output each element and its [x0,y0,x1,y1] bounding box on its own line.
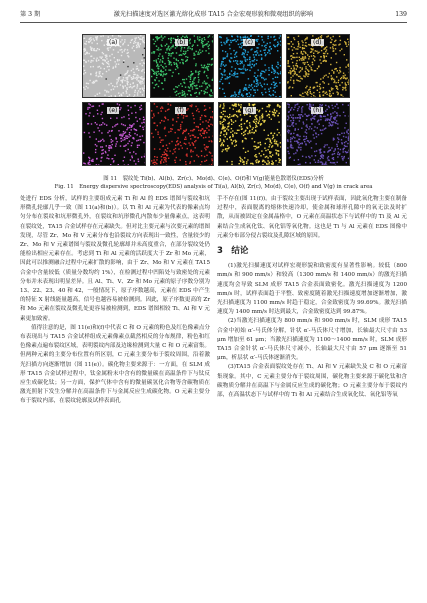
page-number: 139 [395,11,407,18]
caption-cn: 图 11 裂纹处 Ti(b)、Al(b)、Zr(c)、Mo(d)、C(e)、O(f)和 V(g)能量色散谱仪(EDS)分析 [103,176,324,182]
caption-en: Fig. 11 Energy dispersive spectroscopy(EDS) analysis of Ti(a), Al(b), Zr(c), Mo(d), C(e), O(f) and V(g) in crack area [54,184,373,190]
conclusion-1: (1)激光扫描速度对试样宏观形貌和致密度有显著性影响。较低（800 mm/s 和 900 mm/s）和较高（1300 mm/s 和 1400 mm/s）的激光扫描速度均会导致 SLM 成形 TA15 合金表面致密化。激光扫描速度为 1200 mm/s 时，试样表面趋于平整、致密度随着激光扫描速度增加逐渐增加，激光扫描速度为 1100 mm/s 时趋于稳定，合金致密度为 99.69%。激光扫描速度为 1400 mm/s 时达到最大，合金致密度达到 99.87%。 [217,263,407,316]
section-title: 3 结论 [217,246,249,257]
eds-map-panel [286,102,350,166]
paragraph: 值得注意的是，图 11(e)和(f)中代表 C 和 O 元素的粉色及红色像素点分布表现出与 TA15 合金试样组成元素像素点截然相反的分布规律，粉色和红色像素点遍布裂纹区域，表明裂纹内部及边缘检测到大量 C 和 O 元素富集。但两种元素的主要分布位置有所区别，C 元素主要分布于裂纹周围，沿着激光扫描方向逐渐增加（图 11(e)）。碳化物主要来源于：一方面，在 SLM 成形 TA15 合金试样过程中，钛金属粉末中含有的微量碳在高温条件下与钛反应生成碳化钛；另一方面，保护气体中含有的微量碳氢化合物等含碳物质在激光照射下发生分解并在高温条件下与金属反应生成碳化物。O 元素主要分布于裂纹内部，在裂纹轮廓及试样表面孔 [20,324,210,405]
running-title: 激光扫描速度对选区激光熔化成形 TA15 合金宏观形貌和微观组织的影响 [113,11,314,18]
panel-label: (a) [109,39,118,46]
paragraph: 手不存在(图 11(f))。由于裂纹主要出现于试样表面，因此氧化物主要在制备过程中，表面脱离的熔体快速冷却，使金属和球形孔隙中的氧无法及时扩散，从而被固定在金属晶格中，O 元素在高温状态下与试样中的 Ti 及 Al 元素结合生成氧化钛、氧化铝等氧化物。这也是 Ti 与 Al 元素在 EDS 图像中元素分布部分侵占裂纹及孔隙区域的原因。 [217,196,407,239]
panel-label: (b) [177,39,186,46]
figure-caption [20,175,407,191]
right-column [217,195,407,400]
issue-number: 第 3 期 [20,11,41,18]
panel-label: (g) [245,107,254,114]
conclusion-3: (3)TA15 合金表面裂纹处存在 Ti、Al 和 V 元素缺失及 C 和 O 元素富集现象。其中，C 元素主要分布于裂纹周围，碳化物主要来源于碳化钛和含碳物质分解并在高温下与金属反应生成的碳化物；O 元素主要分布于裂纹内部，在高温状态下与试样中的 Ti 和 Al 元素结合生成氧化钛、氧化铝等氧 [217,364,407,399]
eds-map-panel [218,34,282,98]
page-header [20,8,407,23]
eds-figure [82,34,344,172]
eds-map-panel [150,102,214,166]
eds-map-panel [150,34,214,98]
eds-map-panel [218,102,282,166]
panel-label: (e) [109,107,118,114]
eds-map-panel [82,102,146,166]
conclusion-2: (2)当激光扫描速度为 800 mm/s 和 900 mm/s 时，SLM 成形 TA15 合金中初始 α′-马氏体分解，针状 α′-马氏体尺寸增加，长轴最大尺寸由 53 μm 增加至 61 μm；当激光扫描速度为 1100～1400 mm/s 时，SLM 成形 TA15 合金针状 α′-马氏体尺寸减小，长轴最大尺寸由 57 μm 逐渐至 51 μm，析层状 α′-马氏体逐渐消失。 [217,318,407,362]
eds-map-panel [286,34,350,98]
panel-label: (c) [245,39,253,46]
eds-map-panel [82,34,146,98]
paragraph: 处进行 EDS 分析，试样的主要组成元素 Ti 和 Al 的 EDS 谱图与裂纹和坑形微孔轮廓几乎一致（图 11(a)和(b)）。以 Ti 和 Al 元素为代表的像素点均匀分布在裂纹和坑形微孔外，在裂纹和坑形微孔内散布少量像素点，这表明在裂纹处，TA15 合金试样存在元素缺失。但对比主要元素与次要元素的谱图发现，尽管 Zr、Mo 和 V 元素分布也沿裂纹方向表现出一致性，含量较少的 Zr、Mo 和 V 元素谱图与裂纹及微孔轮廓却并未高度重合，在部分裂纹处仍能检出相应元素存在。考虑到 Ti 和 Al 元素的活跃度大于 Zr 和 Mo 元素，因此可以推测融合过程中元素扩散的影响，由于 Zr、Mo 和 V 元素在 TA15 合金中含量较低（质量分数均约 1%），在检测过程中凹陷处与致密处的元素分布并未表现出明显差异。且 Al、Ti、V、Zr 和 Mo 元素的原子序数分别为 13、22、23、40 和 42，一般情况下，原子序数越高，元素在 EDS 中产生的特征 X 射线能量越高，信号也越容易被检测到。因此，原子序数更高的 Zr 和 Mo 元素在裂纹及微孔处更容易被检测到，EDS 谱图相较 Ti、Al 和 V 元素更加致密。 [20,196,210,322]
panel-label: (h) [313,107,322,114]
panel-label: (f) [177,107,184,114]
left-column [20,195,210,407]
panel-label: (d) [313,39,322,46]
